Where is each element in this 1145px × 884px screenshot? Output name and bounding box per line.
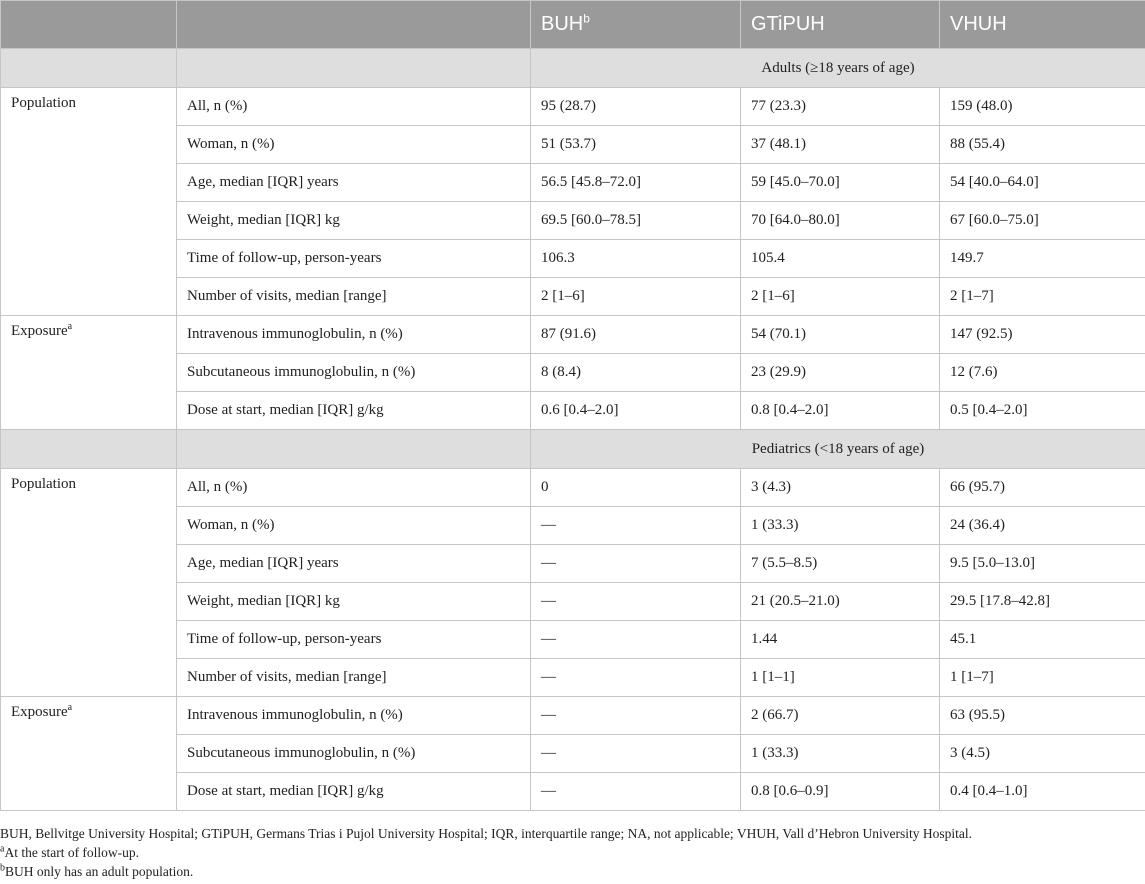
value-cell: 59 [45.0–70.0] [741,164,940,202]
value-cell: 23 (29.9) [741,354,940,392]
footnote-text: BUH, Bellvitge University Hospital; GTiPUH, Germans Trias i Pujol University Hospital; IQR, interquartile range; NA, not applicable; VHUH, Vall d’Hebron University Hospital. [0,826,973,841]
section-title: Adults (≥18 years of age) [531,49,1145,88]
value-cell: — [531,545,741,583]
value-cell: 105.4 [741,240,940,278]
section-blank-variable [177,430,531,469]
value-cell: 159 (48.0) [940,88,1145,126]
column-header-buh-label: BUH [541,13,584,35]
table-row [1,316,1145,354]
value-cell: 2 [1–7] [940,278,1145,316]
value-cell: 54 [40.0–64.0] [940,164,1145,202]
footnote [0,862,1145,881]
footnotes [0,824,1145,881]
footnote-mark: b [0,862,5,874]
value-cell: 2 [1–6] [531,278,741,316]
value-cell: 87 (91.6) [531,316,741,354]
value-cell: 21 (20.5–21.0) [741,583,940,621]
section-blank-group [1,430,177,469]
value-cell: 1.44 [741,621,940,659]
header-blank-group [1,1,177,49]
variable-label: Intravenous immunoglobulin, n (%) [177,697,531,735]
value-cell: 12 (7.6) [940,354,1145,392]
group-footnote-mark: a [67,321,73,332]
variable-label: Time of follow-up, person-years [177,621,531,659]
group-label-cell [1,697,177,811]
group-label: Exposure [11,323,68,339]
value-cell: 66 (95.7) [940,469,1145,507]
section-blank-group [1,49,177,88]
value-cell: 0.8 [0.4–2.0] [741,392,940,430]
group-footnote-mark: a [67,702,73,713]
value-cell: 0.8 [0.6–0.9] [741,773,940,811]
variable-label: Number of visits, median [range] [177,278,531,316]
value-cell: 2 (66.7) [741,697,940,735]
value-cell: 0 [531,469,741,507]
value-cell: 54 (70.1) [741,316,940,354]
value-cell: 147 (92.5) [940,316,1145,354]
variable-label: Subcutaneous immunoglobulin, n (%) [177,735,531,773]
section-blank-variable [177,49,531,88]
value-cell: 1 (33.3) [741,735,940,773]
header-row [1,1,1145,49]
group-label-cell [1,316,177,430]
group-label: Exposure [11,704,68,720]
value-cell: — [531,621,741,659]
column-header-buh-footnote-mark: b [583,11,590,26]
value-cell: 63 (95.5) [940,697,1145,735]
value-cell: 106.3 [531,240,741,278]
value-cell: 2 [1–6] [741,278,940,316]
value-cell: 0.4 [0.4–1.0] [940,773,1145,811]
variable-label: Dose at start, median [IQR] g/kg [177,392,531,430]
value-cell: 29.5 [17.8–42.8] [940,583,1145,621]
variable-label: Age, median [IQR] years [177,164,531,202]
value-cell: 69.5 [60.0–78.5] [531,202,741,240]
column-header-buh [531,1,741,49]
section-row [1,430,1145,469]
value-cell: 67 [60.0–75.0] [940,202,1145,240]
value-cell: — [531,659,741,697]
footnote [0,824,1145,843]
variable-label: Age, median [IQR] years [177,545,531,583]
value-cell: 149.7 [940,240,1145,278]
variable-label: Weight, median [IQR] kg [177,202,531,240]
variable-label: All, n (%) [177,88,531,126]
value-cell: 77 (23.3) [741,88,940,126]
value-cell: 24 (36.4) [940,507,1145,545]
column-header-vhuh: VHUH [940,1,1145,49]
footnote-text: BUH only has an adult population. [5,864,194,879]
variable-label: Dose at start, median [IQR] g/kg [177,773,531,811]
value-cell: 1 (33.3) [741,507,940,545]
value-cell: 3 (4.3) [741,469,940,507]
value-cell: 88 (55.4) [940,126,1145,164]
footnote-mark: a [0,843,5,855]
column-header-gtipuh: GTiPUH [741,1,940,49]
table-body [1,49,1145,811]
value-cell: 56.5 [45.8–72.0] [531,164,741,202]
variable-label: Time of follow-up, person-years [177,240,531,278]
variable-label: Weight, median [IQR] kg [177,583,531,621]
variable-label: Number of visits, median [range] [177,659,531,697]
variable-label: Intravenous immunoglobulin, n (%) [177,316,531,354]
value-cell: — [531,735,741,773]
footnote-text: At the start of follow-up. [4,845,140,860]
table-row [1,469,1145,507]
value-cell: — [531,583,741,621]
footnote [0,843,1145,862]
value-cell: 70 [64.0–80.0] [741,202,940,240]
value-cell: 37 (48.1) [741,126,940,164]
group-label-cell [1,88,177,316]
value-cell: 3 (4.5) [940,735,1145,773]
value-cell: — [531,697,741,735]
section-title: Pediatrics (<18 years of age) [531,430,1145,469]
value-cell: — [531,507,741,545]
group-label: Population [11,95,77,111]
value-cell: 8 (8.4) [531,354,741,392]
value-cell: 9.5 [5.0–13.0] [940,545,1145,583]
value-cell: 0.5 [0.4–2.0] [940,392,1145,430]
value-cell: 7 (5.5–8.5) [741,545,940,583]
variable-label: Subcutaneous immunoglobulin, n (%) [177,354,531,392]
variable-label: Woman, n (%) [177,507,531,545]
value-cell: 51 (53.7) [531,126,741,164]
value-cell: 45.1 [940,621,1145,659]
group-label: Population [11,476,77,492]
value-cell: 0.6 [0.4–2.0] [531,392,741,430]
table-row [1,88,1145,126]
table-row [1,697,1145,735]
variable-label: Woman, n (%) [177,126,531,164]
section-row [1,49,1145,88]
variable-label: All, n (%) [177,469,531,507]
value-cell: 1 [1–1] [741,659,940,697]
value-cell: — [531,773,741,811]
group-label-cell [1,469,177,697]
value-cell: 1 [1–7] [940,659,1145,697]
header-blank-variable [177,1,531,49]
value-cell: 95 (28.7) [531,88,741,126]
